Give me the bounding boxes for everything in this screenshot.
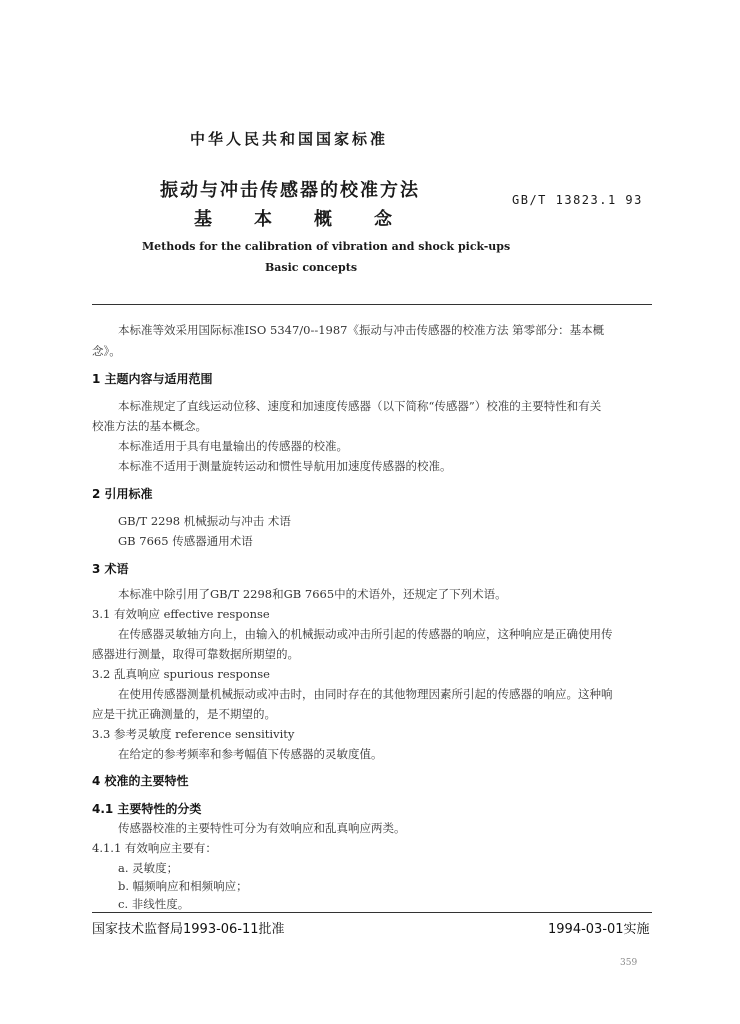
s1-paragraph-1-cont: 校准方法的基本概念。 xyxy=(92,419,207,433)
reference-2: GB 7665 传感器通用术语 xyxy=(118,534,253,548)
reference-1: GB/T 2298 机械振动与冲击 术语 xyxy=(118,514,291,528)
section-3-title: 3 术语 xyxy=(92,562,129,576)
intro-paragraph-cont: 念》。 xyxy=(92,344,121,358)
subtitle-char: 念 xyxy=(374,209,392,230)
s3-intro: 本标准中除引用了GB/T 2298和GB 7665中的术语外，还规定了下列术语。 xyxy=(118,587,507,601)
section-1-title: 1 主题内容与适用范围 xyxy=(92,372,213,386)
term-3-2-heading: 3.2 乱真响应 spurious response xyxy=(92,667,270,681)
s1-paragraph-1: 本标准规定了直线运动位移、速度和加速度传感器（以下简称“传感器”）校准的主要特性和有关 xyxy=(118,399,602,413)
footer-divider xyxy=(92,912,652,913)
subtitle-char: 本 xyxy=(254,209,272,230)
s4-1-paragraph: 传感器校准的主要特性可分为有效响应和乱真响应两类。 xyxy=(118,821,406,835)
national-standard-heading: 中华人民共和国国家标准 xyxy=(190,130,389,148)
term-3-1-heading: 3.1 有效响应 effective response xyxy=(92,607,270,621)
term-3-1-definition-cont: 感器进行测量，取得可靠数据所期望的。 xyxy=(92,647,299,661)
term-3-1-definition: 在传感器灵敏轴方向上，由输入的机械振动或冲击所引起的传感器的响应，这种响应是正确使用传 xyxy=(118,627,613,641)
list-item-c: c. 非线性度。 xyxy=(118,897,190,911)
document-subtitle-en: Basic concepts xyxy=(265,261,358,274)
page-number: 359 xyxy=(620,958,638,968)
approval-date: 国家技术监督局1993-06-11批准 xyxy=(92,922,285,937)
subtitle-char: 概 xyxy=(314,209,332,230)
section-2-title: 2 引用标准 xyxy=(92,487,153,501)
section-4-title: 4 校准的主要特性 xyxy=(92,774,189,788)
term-3-2-definition: 在使用传感器测量机械振动或冲击时，由同时存在的其他物理因素所引起的传感器的响应。这种响 xyxy=(118,687,613,701)
intro-paragraph: 本标准等效采用国际标准ISO 5347/0--1987《振动与冲击传感器的校准方法 第零部分：基本概 xyxy=(118,323,605,337)
term-3-3-definition: 在给定的参考频率和参考幅值下传感器的灵敏度值。 xyxy=(118,747,383,761)
header-divider xyxy=(92,304,652,305)
term-3-2-definition-cont: 应是干扰正确测量的，是不期望的。 xyxy=(92,707,276,721)
list-item-a: a. 灵敏度； xyxy=(118,861,179,875)
document-subtitle-cn xyxy=(194,205,434,231)
list-item-b: b. 幅频响应和相频响应； xyxy=(118,879,248,893)
s1-paragraph-2: 本标准适用于具有电量输出的传感器的校准。 xyxy=(118,439,348,453)
document-title-cn: 振动与冲击传感器的校准方法 xyxy=(160,180,420,201)
document-title-en: Methods for the calibration of vibration and shock pick-ups xyxy=(142,240,511,253)
standard-number: GB/T 13823.1 93 xyxy=(512,193,643,207)
s1-paragraph-3: 本标准不适用于测量旋转运动和惯性导航用加速度传感器的校准。 xyxy=(118,459,452,473)
term-3-3-heading: 3.3 参考灵敏度 reference sensitivity xyxy=(92,727,295,741)
subtitle-char: 基 xyxy=(194,209,212,230)
implementation-date: 1994-03-01实施 xyxy=(548,922,650,937)
section-4-1-title: 4.1 主要特性的分类 xyxy=(92,802,202,816)
s4-1-1-heading: 4.1.1 有效响应主要有： xyxy=(92,841,217,855)
